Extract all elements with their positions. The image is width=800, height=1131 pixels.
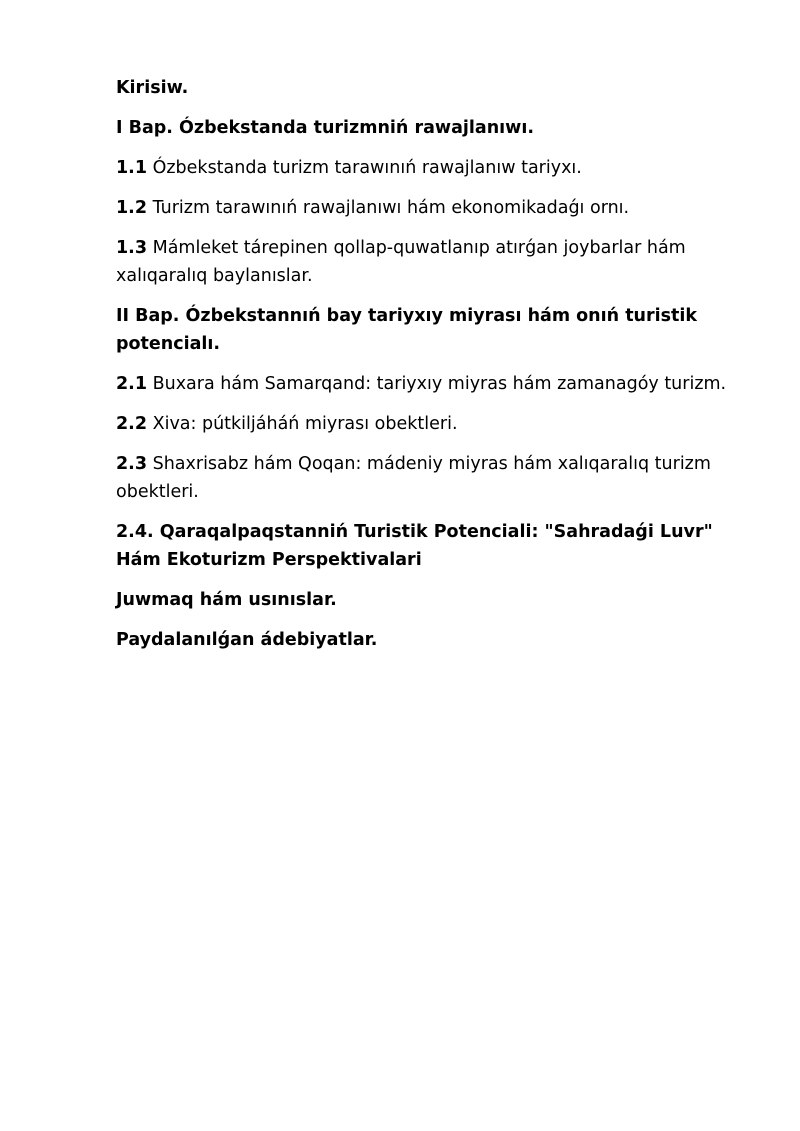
chapter-2-heading: II Bap. Ózbekstannıń bay tariyxıy miyrası hám onıń turistik potencialı.	[116, 306, 698, 354]
table-of-contents	[116, 74, 736, 666]
section-number: 1.2	[116, 198, 148, 218]
section-title: Buxara hám Samarqand: tariyxıy miyras hám zamanagóy turizm.	[152, 374, 727, 394]
section-number: 2.1	[116, 374, 148, 394]
section-1-2	[116, 194, 736, 222]
conclusion-heading: Juwmaq hám usınıslar.	[116, 590, 337, 610]
chapter-1-heading: I Bap. Ózbekstanda turizmniń rawajlanıwı.	[116, 118, 534, 138]
section-title: Ózbekstanda turizm tarawınıń rawajlanıw tariyxı.	[152, 158, 582, 178]
section-number: 2.2	[116, 414, 148, 434]
section-title: Shaxrisabz hám Qoqan: mádeniy miyras hám xalıqaralıq turizm obektleri.	[116, 454, 711, 502]
section-number: 2.3	[116, 454, 148, 474]
section-title: Turizm tarawınıń rawajlanıwı hám ekonomikadaǵı ornı.	[152, 198, 630, 218]
section-1-3	[116, 234, 736, 290]
section-2-3	[116, 450, 736, 506]
section-2-1	[116, 370, 736, 398]
section-1-1	[116, 154, 736, 182]
references-heading: Paydalanılǵan ádebiyatlar.	[116, 630, 378, 650]
intro-heading: Kirisiw.	[116, 78, 189, 98]
section-2-4-heading: 2.4. Qaraqalpaqstanniń Turistik Potenciali: "Sahradaǵi Luvr" Hám Ekoturizm Perspektivalari	[116, 522, 713, 570]
section-title: Mámleket tárepinen qollap-quwatlanıp atırǵan joybarlar hám xalıqaralıq baylanıslar.	[116, 238, 686, 286]
section-number: 1.3	[116, 238, 148, 258]
section-number: 1.1	[116, 158, 148, 178]
section-title: Xiva: pútkiljáháń miyrası obektleri.	[152, 414, 458, 434]
section-2-2	[116, 410, 736, 438]
